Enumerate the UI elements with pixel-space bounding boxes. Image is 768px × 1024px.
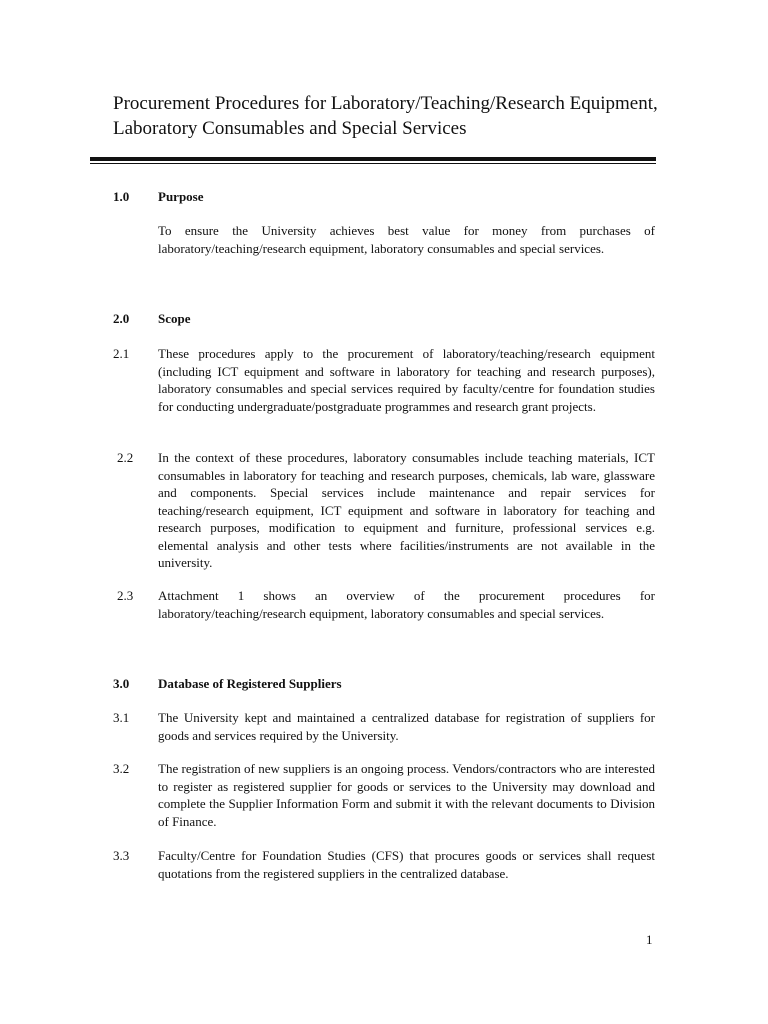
clause-text: The registration of new suppliers is an ongoing process. Vendors/contractors who are interested to register as registered supplier for goods or services to the University may download and complete the Supplier Information Form and submit it with the relevant documents to Division of Finance. (158, 761, 655, 829)
clause-text: In the context of these procedures, laboratory consumables include teaching materials, ICT consumables in laboratory for teaching and research purposes, chemicals, lab ware, glassware and components. Special services include maintenance and repair services for teaching/research equipment, ICT equipment and software in laboratory for teaching and research purposes, modification to equipment and furniture, professional services e.g. elemental analysis and other tests where facilities/instruments are not available in the university. (158, 450, 655, 570)
clause-number: 3.1 (113, 710, 130, 725)
title-divider-thick (90, 157, 656, 161)
section-title: Purpose (158, 189, 204, 204)
page-number: 1 (646, 932, 653, 947)
section-number: 2.0 (113, 311, 130, 326)
title-divider-thin (90, 163, 656, 164)
clause-number: 2.1 (113, 346, 130, 361)
section-number: 3.0 (113, 676, 130, 691)
clause-number: 3.2 (113, 761, 130, 776)
clause-text: These procedures apply to the procurement of laboratory/teaching/research equipment (including ICT equipment and software in laboratory for teaching and research purposes), laboratory consumables and special services required by faculty/centre for foundation studies for conducting undergraduate/postgraduate programmes and research grant projects. (158, 346, 655, 414)
clause-text: The University kept and maintained a centralized database for registration of suppliers for goods and services required by the University. (158, 710, 655, 743)
clause-text: Faculty/Centre for Foundation Studies (CFS) that procures goods or services shall request quotations from the registered suppliers in the centralized database. (158, 848, 655, 881)
section-number: 1.0 (113, 189, 130, 204)
clause-text: Attachment 1 shows an overview of the procurement procedures for laboratory/teaching/research equipment, laboratory consumables and special services. (158, 588, 655, 621)
clause-number: 3.3 (113, 848, 130, 863)
clause-number: 2.2 (117, 450, 134, 465)
clause-number: 2.3 (117, 588, 134, 603)
section-title: Database of Registered Suppliers (158, 676, 342, 691)
purpose-paragraph: To ensure the University achieves best value for money from purchases of laboratory/teaching/research equipment, laboratory consumables and special services. (158, 223, 655, 256)
document-title: Procurement Procedures for Laboratory/Teaching/Research Equipment, Laboratory Consumables and Special Services (113, 93, 658, 139)
section-title: Scope (158, 311, 191, 326)
